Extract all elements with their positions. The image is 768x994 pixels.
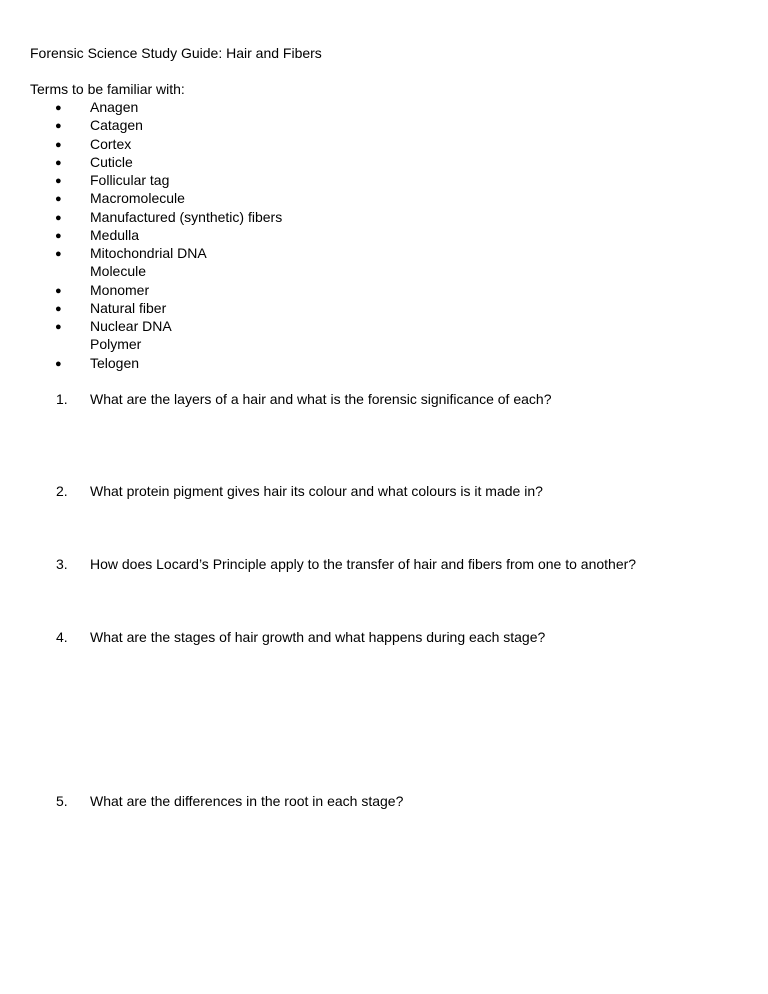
question-text: What are the layers of a hair and what is the forensic significance of each?	[90, 391, 552, 407]
bullet-icon: ●	[55, 157, 62, 169]
bullet-icon: ●	[55, 321, 62, 333]
bullet-icon: ●	[55, 193, 62, 205]
question-number: 3.	[56, 556, 68, 572]
terms-heading: Terms to be familiar with:	[30, 81, 185, 97]
bullet-icon: ●	[55, 175, 62, 187]
question-number: 4.	[56, 629, 68, 645]
bullet-icon: ●	[55, 120, 62, 132]
bullet-icon: ●	[55, 248, 62, 260]
document-title: Forensic Science Study Guide: Hair and Fibers	[30, 45, 322, 61]
term-label: Cortex	[90, 136, 132, 152]
term-label: Medulla	[90, 227, 140, 243]
term-label: Mitochondrial DNA	[90, 245, 207, 261]
question-text: What protein pigment gives hair its colour and what colours is it made in?	[90, 483, 543, 499]
term-label: Cuticle	[90, 154, 133, 170]
question-text: What are the stages of hair growth and what happens during each stage?	[90, 629, 546, 645]
term-label: Natural fiber	[90, 300, 167, 316]
bullet-icon: ●	[55, 358, 62, 370]
bullet-icon: ●	[55, 212, 62, 224]
bullet-icon: ●	[55, 230, 62, 242]
term-label: Polymer	[90, 336, 142, 352]
term-label: Manufactured (synthetic) fibers	[90, 209, 283, 225]
term-label: Follicular tag	[90, 172, 170, 188]
term-label: Molecule	[90, 263, 147, 279]
question-text: How does Locard’s Principle apply to the transfer of hair and fibers from one to another?	[90, 556, 637, 572]
bullet-icon: ●	[55, 285, 62, 297]
question-number: 2.	[56, 483, 68, 499]
term-label: Catagen	[90, 117, 143, 133]
question-number: 1.	[56, 391, 68, 407]
term-label: Monomer	[90, 282, 150, 298]
term-label: Telogen	[90, 355, 140, 371]
term-label: Nuclear DNA	[90, 318, 172, 334]
bullet-icon: ●	[55, 303, 62, 315]
bullet-icon: ●	[55, 139, 62, 151]
term-label: Macromolecule	[90, 190, 185, 206]
question-text: What are the differences in the root in each stage?	[90, 793, 404, 809]
question-number: 5.	[56, 793, 68, 809]
term-label: Anagen	[90, 99, 139, 115]
bullet-icon: ●	[55, 102, 62, 114]
